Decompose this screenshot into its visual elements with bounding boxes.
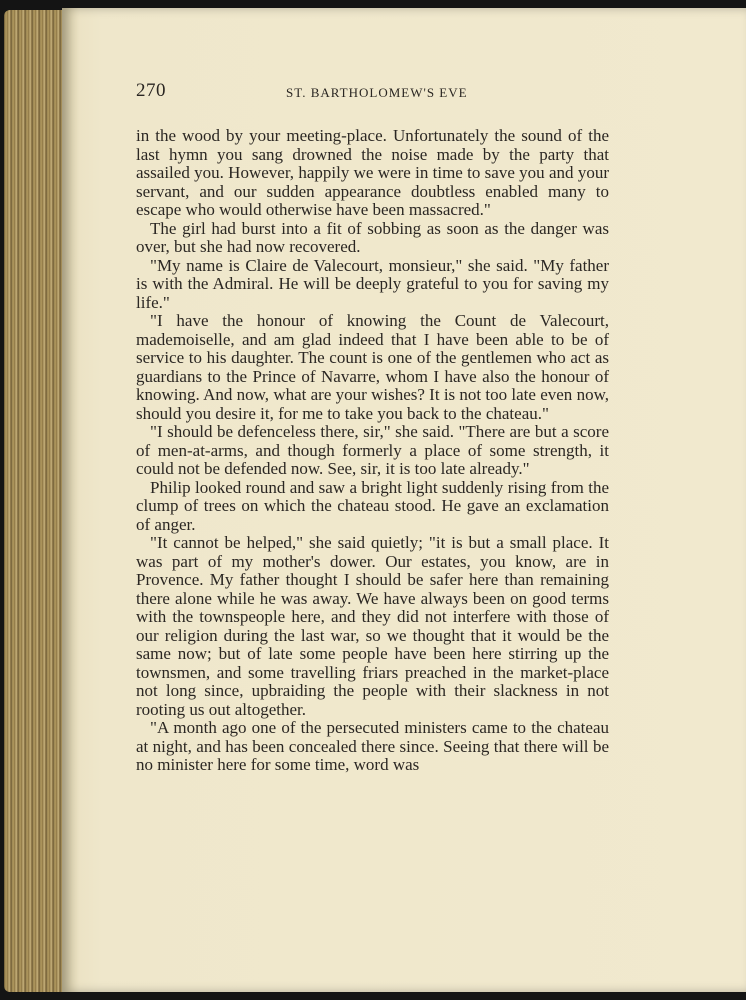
body-text (136, 127, 609, 775)
paragraph: The girl had burst into a fit of sobbing as soon as the danger was over, but she had now recovered. (136, 218, 609, 256)
paragraph: in the wood by your meeting-place. Unfortunately the sound of the last hymn you sang drowned the noise made by the party that assailed you. However, happily we were in time to save you and your servant, and our sudden appearance doubtless enabled many to escape who would otherwise have been massacred." (136, 126, 609, 219)
running-head: ST. BARTHOLOMEW'S EVE (286, 85, 468, 100)
paragraph: Philip looked round and saw a bright light suddenly rising from the clump of trees on which the chateau stood. He gave an exclamation of anger. (136, 477, 609, 534)
page-number: 270 (136, 80, 166, 101)
paragraph: "I should be defenceless there, sir," she said. "There are but a score of men-at-arms, and though formerly a place of some strength, it could not be defended now. See, sir, it is too late already." (136, 422, 609, 478)
page-header (136, 80, 676, 110)
page-edges (4, 10, 64, 992)
paragraph: "My name is Claire de Valecourt, monsieur," she said. "My father is with the Admiral. He will be deeply grateful to you for saving my life." (136, 255, 609, 312)
paragraph: "It cannot be helped," she said quietly; "it is but a small place. It was part of my mother's dower. Our estates, you know, are in Provence. My father thought I should be safer here than remaining there alone while he was away. We have always been on good terms with the townspeople here, and they did not interfere with those of our religion during the last war, so we thought that it would be the same now; but of late some people have been here stirring up the townsmen, and some travelling friars preached in the market-place not long since, upbraiding the people with their slackness in not rooting us out altogether. (136, 533, 609, 719)
paragraph: "A month ago one of the persecuted ministers came to the chateau at night, and has been concealed there since. Seeing that there will be no minister here for some time, word was (136, 718, 609, 774)
paragraph: "I have the honour of knowing the Count de Valecourt, mademoiselle, and am glad indeed that I have been able to be of service to his daughter. The count is one of the gentlemen who act as guardians to the Prince of Navarre, whom I have also the honour of knowing. And now, what are your wishes? It is not too late even now, should you desire it, for me to take you back to the chateau." (136, 311, 609, 423)
